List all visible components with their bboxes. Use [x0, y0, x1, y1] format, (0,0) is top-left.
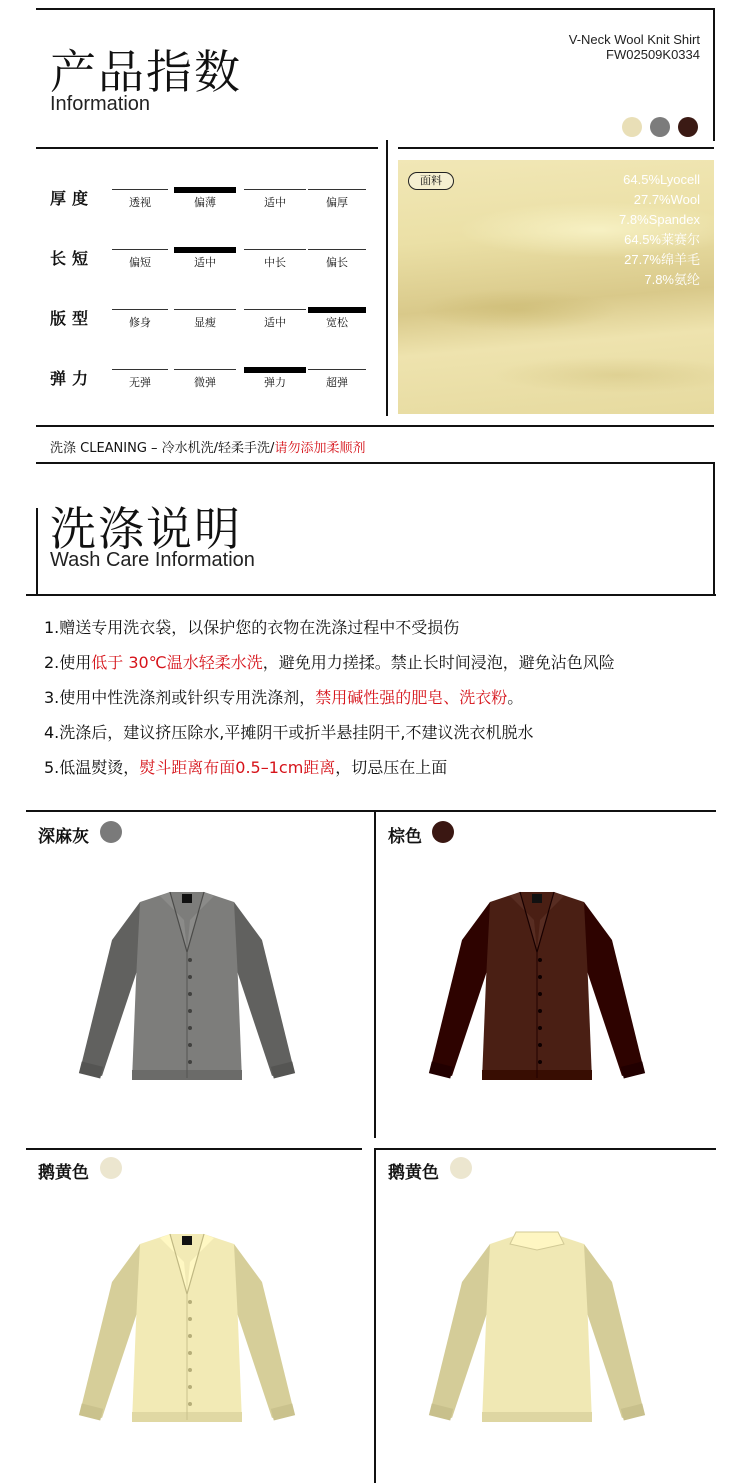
attr-label: 长短	[50, 249, 95, 268]
scale-option	[112, 189, 168, 215]
divider-left	[36, 147, 378, 149]
color-swatch[interactable]	[100, 1157, 122, 1179]
button	[538, 1043, 542, 1047]
scale-bar	[112, 369, 168, 370]
divider-clean-bottom	[36, 462, 714, 464]
scale-option	[174, 189, 236, 215]
scale-option	[308, 189, 366, 215]
fabric-composition	[619, 170, 700, 290]
brand-label	[532, 894, 542, 903]
composition-line: 27.7%Wool	[633, 192, 700, 207]
color-swatch[interactable]	[650, 117, 670, 137]
scale-option-label: 偏薄	[194, 196, 216, 209]
brand-label	[182, 894, 192, 903]
wash-item-warning: 低于 30℃温水轻柔水洗	[91, 653, 263, 672]
button	[538, 992, 542, 996]
wash-title-en: Wash Care Information	[50, 549, 255, 571]
fabric-badge: 面料	[408, 172, 454, 190]
garment-photo	[62, 880, 312, 1104]
composition-line: 27.7%绵羊毛	[624, 252, 700, 267]
garment-photo	[62, 1222, 312, 1446]
scale-bar	[174, 247, 236, 253]
grid-h-divider-left	[26, 1148, 362, 1150]
scale-option-label: 适中	[264, 316, 286, 329]
garment-image	[412, 1222, 662, 1442]
top-border	[36, 8, 714, 10]
scale-option	[244, 369, 306, 395]
scale-option-label: 偏长	[326, 256, 348, 269]
composition-line: 64.5%莱赛尔	[624, 232, 700, 247]
scale-bar	[244, 249, 306, 250]
button	[188, 1300, 192, 1304]
scale-option-label: 宽松	[326, 316, 348, 329]
wash-divider	[26, 594, 716, 596]
product-code: FW02509K0334	[606, 47, 700, 62]
scale-option-label: 适中	[264, 196, 286, 209]
wash-item-warning: 禁用碱性强的肥皂、洗衣粉	[315, 688, 508, 707]
wash-item-text: 。	[507, 688, 524, 707]
wash-item-text: 4.洗涤后，建议挤压除水,平摊阴干或折半悬挂阴干,不建议洗衣机脱水	[44, 723, 534, 742]
wash-item	[44, 758, 447, 778]
garment-image	[62, 1222, 312, 1442]
wash-item	[44, 618, 459, 638]
cleaning-warning: 请勿添加柔顺剂	[274, 441, 366, 456]
scale-bar	[244, 189, 306, 190]
color-swatch[interactable]	[432, 821, 454, 843]
info-title-en: Information	[50, 93, 151, 115]
scale-bar	[174, 187, 236, 193]
scale-option	[308, 249, 366, 275]
scale-option-label: 偏短	[129, 256, 151, 269]
button	[188, 1043, 192, 1047]
color-label: 棕色	[388, 827, 422, 847]
divider-clean-top	[36, 425, 714, 427]
button	[188, 975, 192, 979]
button	[188, 1368, 192, 1372]
brand-label	[182, 1236, 192, 1245]
button	[188, 958, 192, 962]
wash-item-text: ，避免用力搓揉。禁止长时间浸泡，避免沾色风险	[262, 653, 615, 672]
scale-option	[174, 369, 236, 395]
garment-body	[482, 1234, 592, 1422]
button	[188, 1402, 192, 1406]
scale-bar	[174, 369, 236, 370]
attr-label: 厚度	[50, 189, 95, 208]
product-name: V-Neck Wool Knit Shirt	[568, 32, 700, 47]
vertical-divider	[386, 140, 388, 416]
color-swatch[interactable]	[450, 1157, 472, 1179]
wash-item-text: 5.低温熨烫，	[44, 758, 140, 777]
scale-option-label: 中长	[264, 256, 286, 269]
button	[188, 1060, 192, 1064]
scale-bar	[174, 309, 236, 310]
button	[538, 1060, 542, 1064]
wash-title-cn: 洗涤说明	[50, 502, 242, 556]
wash-item-text: 2.使用	[44, 653, 92, 672]
button	[538, 975, 542, 979]
button	[188, 1009, 192, 1013]
scale-bar	[112, 309, 168, 310]
wash-item	[44, 653, 615, 673]
wash-item-warning: 熨斗距离布面0.5–1cm距离	[139, 758, 336, 777]
scale-option	[174, 309, 236, 335]
garment-image	[412, 880, 662, 1100]
grid-v-divider-top	[374, 812, 376, 1138]
scale-option	[112, 249, 168, 275]
right-border-top	[713, 8, 715, 141]
scale-option-label: 修身	[129, 316, 151, 329]
composition-line: 64.5%Lyocell	[623, 172, 700, 187]
wash-item-text: ，切忌压在上面	[335, 758, 448, 777]
color-label: 鹅黄色	[38, 1163, 89, 1183]
scale-option	[174, 249, 236, 275]
button	[188, 1385, 192, 1389]
wash-item-text: 1.赠送专用洗衣袋，以保护您的衣物在洗涤过程中不受损伤	[44, 618, 460, 637]
scale-bar	[308, 369, 366, 370]
scale-option-label: 超弹	[326, 376, 348, 389]
wash-item	[44, 723, 533, 743]
garment-image	[62, 880, 312, 1100]
divider-right	[398, 147, 714, 149]
scale-option-label: 透视	[129, 196, 151, 209]
garment-photo	[412, 1222, 662, 1446]
wash-item-text: 3.使用中性洗涤剂或针织专用洗涤剂，	[44, 688, 316, 707]
color-swatch[interactable]	[622, 117, 642, 137]
colors-top-border	[26, 810, 716, 812]
button	[188, 1317, 192, 1321]
button	[538, 958, 542, 962]
scale-bar	[308, 307, 366, 313]
scale-option-label: 微弹	[194, 376, 216, 389]
cleaning-text: 洗涤 CLEANING – 冷水机洗/轻柔手洗/	[50, 441, 275, 456]
color-swatch[interactable]	[100, 821, 122, 843]
attr-label: 版型	[50, 309, 95, 328]
button	[188, 1334, 192, 1338]
color-swatch[interactable]	[678, 117, 698, 137]
scale-option	[244, 249, 306, 275]
scale-option-label: 弹力	[264, 376, 286, 389]
scale-option	[308, 309, 366, 335]
button	[538, 1026, 542, 1030]
scale-option	[112, 369, 168, 395]
scale-bar	[244, 309, 306, 310]
fabric-photo	[398, 160, 714, 414]
cleaning-line	[50, 437, 365, 456]
grid-h-divider-right	[376, 1148, 716, 1150]
grid-v-divider-bottom	[374, 1148, 376, 1483]
button	[188, 1351, 192, 1355]
wash-item	[44, 688, 523, 708]
garment-photo	[412, 880, 662, 1104]
scale-bar	[112, 249, 168, 250]
scale-bar	[308, 189, 366, 190]
composition-line: 7.8%氨纶	[644, 272, 700, 287]
color-label: 鹅黄色	[388, 1163, 439, 1183]
scale-option-label: 显瘦	[194, 316, 216, 329]
button	[188, 1026, 192, 1030]
color-label: 深麻灰	[38, 827, 89, 847]
scale-option-label: 偏厚	[326, 196, 348, 209]
button	[538, 1009, 542, 1013]
scale-option-label: 无弹	[129, 376, 151, 389]
composition-line: 7.8%Spandex	[619, 212, 700, 227]
scale-option	[308, 369, 366, 395]
garment-hem	[482, 1412, 592, 1422]
scale-option	[112, 309, 168, 335]
scale-bar	[244, 367, 306, 373]
wash-left-border	[36, 508, 38, 596]
scale-bar	[308, 249, 366, 250]
scale-option	[244, 309, 306, 335]
wash-right-border	[713, 462, 715, 596]
info-title-cn: 产品指数	[50, 45, 242, 99]
scale-option	[244, 189, 306, 215]
scale-option-label: 适中	[194, 256, 216, 269]
button	[188, 992, 192, 996]
scale-bar	[112, 189, 168, 190]
attr-label: 弹力	[50, 369, 95, 388]
